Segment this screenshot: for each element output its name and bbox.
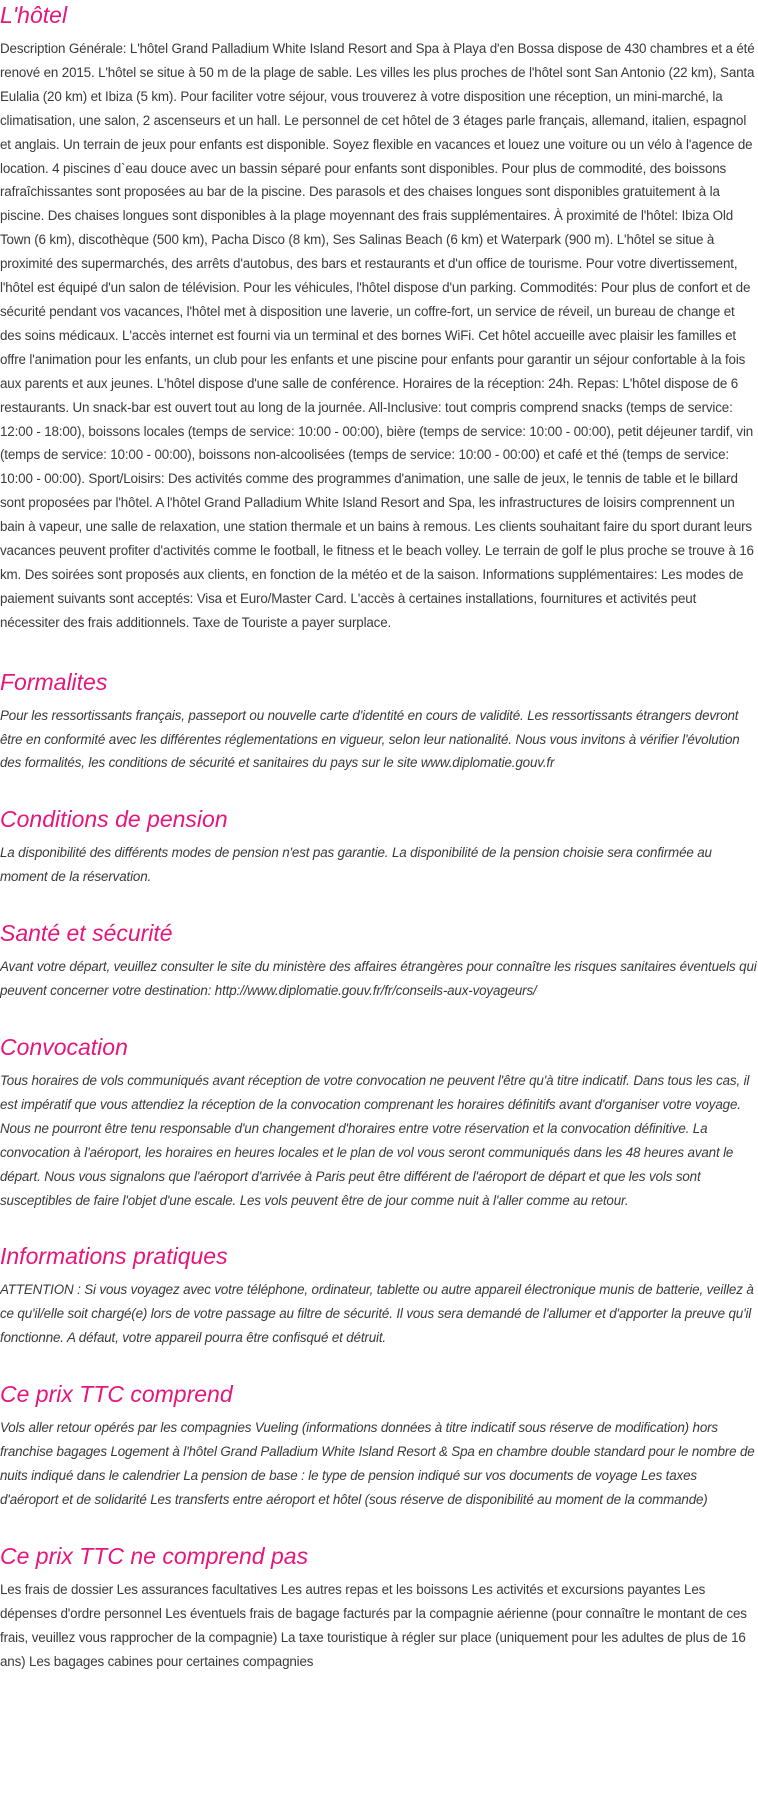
section-body-informations-pratiques: ATTENTION : Si vous voyagez avec votre téléphone, ordinateur, tablette ou autre appareil électronique munis de batterie, veillez à ce qu'il/elle soit chargé(e) lors de votre passage au filtre de sécurité. Il vous sera demandé de l'allumer et d'apporter la preuve qu'il fonctionne. A défaut, votre appareil pourra être confisqué et détruit.	[0, 1282, 754, 1346]
section-title-prix-comprend: Ce prix TTC comprend	[0, 1381, 233, 1408]
section-body-prix-comprend: Vols aller retour opérés par les compagnies Vueling (informations données à titre indicatif sous réserve de modification) hors franchise bagages Logement à l'hôtel Grand Palladium White Island Resort & Spa en chambre double standard pour le nombre de nuits indiqué dans le calendrier La pension de base : le type de pension indiqué sur vos documents de voyage Les taxes d'aéroport et de solidarité Les transferts entre aéroport et hôtel (sous réserve de disponibilité au moment de la commande)	[0, 1420, 755, 1507]
section-title-convocation: Convocation	[0, 1034, 128, 1060]
section-convocation	[0, 1033, 758, 1212]
section-body-convocation: Tous horaires de vols communiqués avant réception de votre convocation ne peuvent l'être qu'à titre indicatif. Dans tous les cas, il est impératif que vous attendiez la réception de la convocation comprenant les horaires définitifs avant d'organiser votre voyage. Nous ne pourront être tenu responsable d'un changement d'horaires entre votre réservation et la convocation définitive. La convocation à l'aéroport, les horaires en heures locales et le plan de vol vous seront communiqués dans les 48 heures avant le départ. Nous vous signalons que l'aéroport d'arrivée à Paris peut être différent de l'aéroport de départ et que les vols sont susceptibles de faire l'objet d'une escale. Les vols peuvent être de jour comme nuit à l'aller comme au retour.	[0, 1073, 750, 1208]
section-body-prix-ne-comprend-pas: Les frais de dossier Les assurances facultatives Les autres repas et les boissons Les activités et excursions payantes Les dépenses d'ordre personnel Les éventuels frais de bagage facturés par la compagnie aérienne (pour connaître le montant de ces frais, veuillez vous rapprocher de la compagnie) La taxe touristique à régler sur place (uniquement pour les adultes de plus de 16 ans) Les bagages cabines pour certaines compagnies	[0, 1581, 747, 1669]
section-body-sante-securite: Avant votre départ, veuillez consulter le site du ministère des affaires étrangères pour connaître les risques sanitaires éventuels qui peuvent concerner votre destination: http://www.diplomatie.gouv.fr/fr/conseils-aux-voyageurs/	[0, 959, 757, 999]
section-title-hotel: L'hôtel	[0, 2, 68, 28]
section-body-conditions-pension: La disponibilité des différents modes de pension n'est pas garantie. La disponibilité de la pension choisie sera confirmée au moment de la réservation.	[0, 845, 712, 885]
section-body-formalites: Pour les ressortissants français, passeport ou nouvelle carte d'identité en cours de validité. Les ressortissants étrangers devront être en conformité avec les différentes réglementations en vigueur, selon leur nationalité. Nous vous invitons à vérifier l'évolution des formalités, les conditions de sécurité et sanitaires du pays sur le site www.diplomatie.gouv.fr	[0, 707, 740, 771]
section-formalites	[0, 668, 758, 776]
section-title-sante-securite: Santé et sécurité	[0, 920, 173, 947]
section-title-conditions-pension: Conditions de pension	[0, 806, 228, 833]
section-informations-pratiques	[0, 1242, 758, 1350]
section-body-hotel: Description Générale: L'hôtel Grand Palladium White Island Resort and Spa à Playa d'en Bossa dispose de 430 chambres et a été renové en 2015. L'hôtel se situe à 50 m de la plage de sable. Les villes les plus proches de l'hôtel sont San Antonio (22 km), Santa Eulalia (20 km) et Ibiza (5 km). Pour faciliter votre séjour, vous trouverez à votre disposition une réception, un mini-marché, la climatisation, une salon, 2 ascenseurs et un hall. Le personnel de cet hôtel de 3 étages parle français, allemand, italien, espagnol et anglais. Un terrain de jeux pour enfants est disponible. Soyez flexible en vacances et louez une voiture ou un vélo à l'agence de location. 4 piscines d`eau douce avec un bassin séparé pour enfants sont disponibles. Pour plus de commodité, des boissons rafraîchissantes sont proposées au bar de la piscine. Des parasols et des chaises longues sont disponibles gratuitement à la piscine. Des chaises longues sont disponibles à la plage moyennant des frais supplémentaires. À proximité de l'hôtel: Ibiza Old Town (6 km), discothèque (500 km), Pacha Disco (8 km), Ses Salinas Beach (6 km) et Waterpark (900 m). L'hôtel se situe à proximité des supermarchés, des arrêts d'autobus, des bars et restaurants et d'un office de tourisme. Pour votre divertissement, l'hôtel est équipé d'un salon de télévision. Pour les véhicules, l'hôtel dispose d'un parking. Commodités: Pour plus de confort et de sécurité pendant vos vacances, l'hôtel met à disposition une laverie, un coffre-fort, un service de réveil, un bureau de change et des soins médicaux. L'accès internet est fourni via un terminal et des bornes WiFi. Cet hôtel accueille avec plaisir les familles et offre l'animation pour les enfants, un club pour les enfants et une piscine pour enfants pour garantir un séjour confortable à la fois aux parents et aux jeunes. L'hôtel dispose d'une salle de conférence. Horaires de la réception: 24h. Repas: L'hôtel dispose de 6 restaurants. Un snack-bar est ouvert tout au long de la journée. All-Inclusive: tout compris comprend snacks (temps de service: 12:00 - 18:00), boissons locales (temps de service: 10:00 - 00:00), bière (temps de service: 10:00 - 00:00), petit déjeuner tardif, vin (temps de service: 10:00 - 00:00), boissons non-alcoolisées (temps de service: 10:00 - 00:00) et café et thé (temps de service: 10:00 - 00:00). Sport/Loisirs: Des activités comme des programmes d'animation, une salle de jeux, le tennis de table et le billard sont proposées par l'hôtel. A l'hôtel Grand Palladium White Island Resort and Spa, les infrastructures de loisirs comprennent un bain à vapeur, une salle de relaxation, une station thermale et un bains à remous. Les clients souhaitant faire du sport durant leurs vacances peuvent profiter d'activités comme le football, le fitness et le beach volley. Le terrain de golf le plus proche se trouve à 16 km. Des soirées sont proposés aux clients, en fonction de la météo et de la saison. Informations supplémentaires: Les modes de paiement suivants sont acceptés: Visa et Euro/Master Card. L'accès à certaines installations, fournitures et activités peut nécessiter des frais additionnels. Taxe de Touriste a payer surplace.	[0, 41, 755, 630]
section-prix-comprend	[0, 1380, 758, 1512]
section-title-informations-pratiques: Informations pratiques	[0, 1243, 228, 1270]
section-hotel	[0, 1, 758, 635]
hotel-info-page	[0, 1, 758, 1673]
section-conditions-pension	[0, 805, 758, 889]
section-prix-ne-comprend-pas	[0, 1542, 758, 1674]
section-sante-securite	[0, 919, 758, 1003]
section-title-prix-ne-comprend-pas: Ce prix TTC ne comprend pas	[0, 1542, 309, 1569]
section-title-formalites: Formalites	[0, 668, 108, 695]
